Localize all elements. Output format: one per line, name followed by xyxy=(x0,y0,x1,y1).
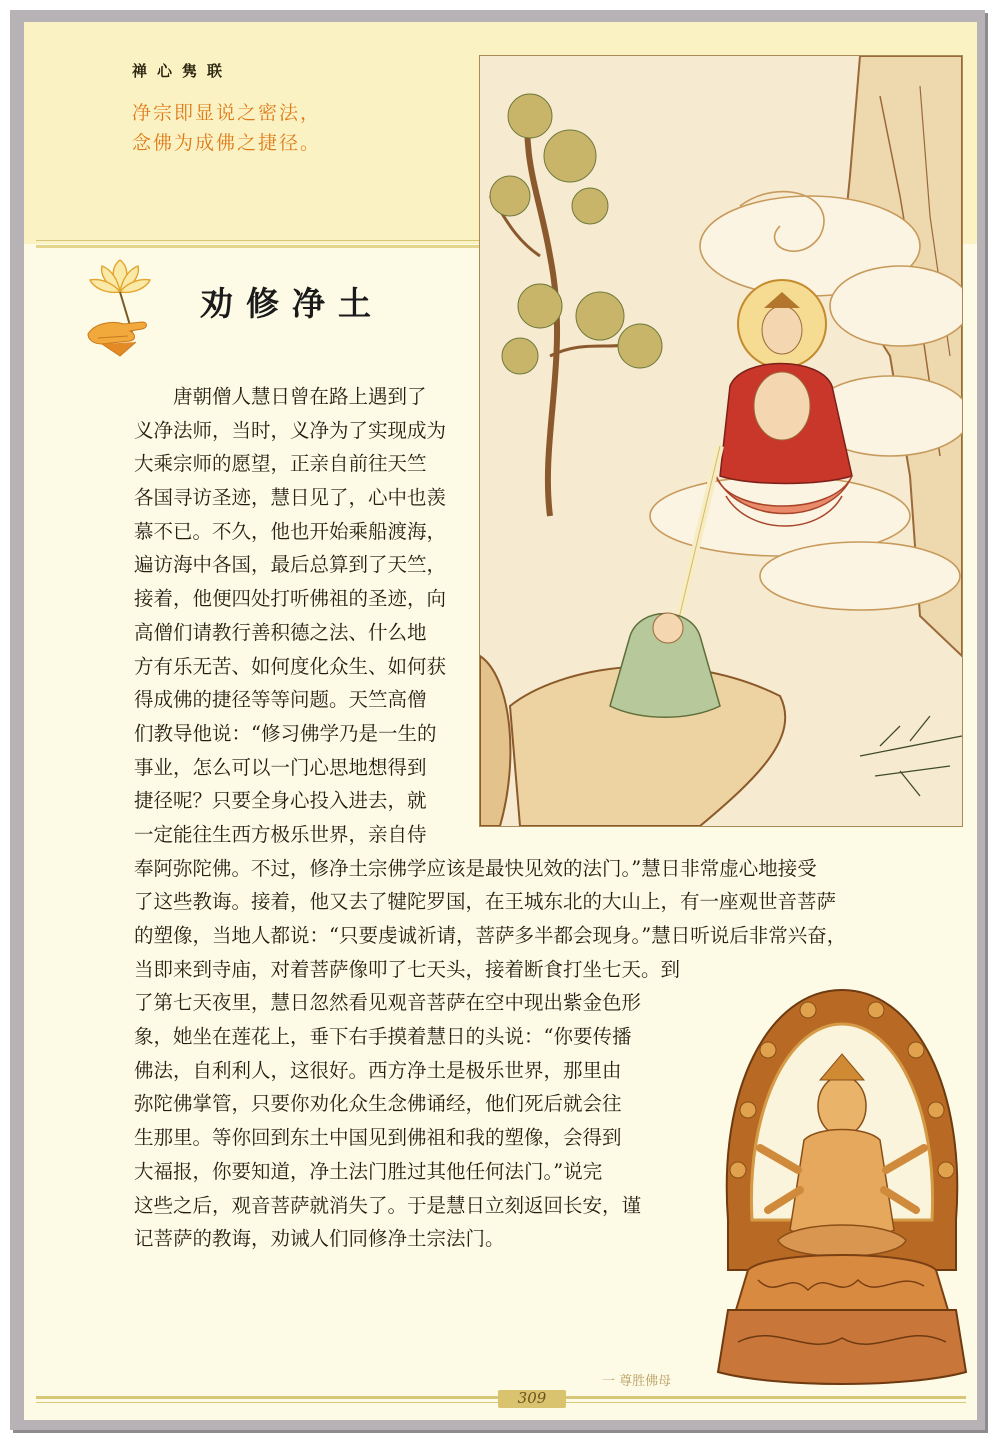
body-line: 生那里。等你回到东土中国见到佛祖和我的塑像，会得到 xyxy=(134,1126,622,1150)
body-line: 方有乐无苦、如何度化众生、如何获 xyxy=(134,654,447,678)
body-line: 大福报，你要知道，净土法门胜过其他任何法门。”说完 xyxy=(134,1159,603,1183)
body-line: 象，她坐在莲花上，垂下右手摸着慧日的头说：“你要传播 xyxy=(134,1025,632,1049)
book-page xyxy=(24,22,977,1420)
section-title: 劝修净土 xyxy=(200,284,384,323)
body-line: 接着，他便四处打听佛祖的圣迹，向 xyxy=(134,587,447,611)
statue-caption: 一 尊胜佛母 xyxy=(602,1374,672,1389)
body-line: 高僧们请教行善积德之法、什么地 xyxy=(134,620,427,644)
body-line: 们教导他说：“修习佛学乃是一生的 xyxy=(134,721,437,745)
ushnishavijaya-statue xyxy=(708,970,976,1392)
body-line: 佛法，自利利人，这很好。西方净土是极乐世界，那里由 xyxy=(134,1058,622,1082)
body-line: 遍访海中各国，最后总算到了天竺， xyxy=(134,553,447,577)
body-line: 唐朝僧人慧日曾在路上遇到了 xyxy=(134,385,427,408)
body-line: 事业，怎么可以一门心思地想得到 xyxy=(134,755,427,779)
body-line: 得成佛的捷径等等问题。天竺高僧 xyxy=(134,688,427,712)
body-line: 各国寻访圣迹，慧日见了，心中也羡 xyxy=(134,486,447,510)
body-line: 弥陀佛掌管，只要你劝化众生念佛诵经，他们死后就会往 xyxy=(134,1092,622,1116)
header-rule xyxy=(36,240,480,241)
body-line: 了第七天夜里，慧日忽然看见观音菩萨在空中现出紫金色形 xyxy=(134,991,642,1015)
hand-lotus-icon xyxy=(80,258,160,358)
page-number: 309 xyxy=(517,1389,547,1407)
body-line: 奉阿弥陀佛。不过，修净土宗佛学应该是最快见效的法门。”慧日非常虚心地接受 xyxy=(134,856,817,880)
couplet-line-2: 念佛为成佛之捷径。 xyxy=(132,132,322,154)
body-line: 慕不已。不久，他也开始乘船渡海， xyxy=(134,519,447,543)
body-line: 了这些教诲。接着，他又去了犍陀罗国，在王城东北的大山上，有一座观世音菩萨 xyxy=(134,890,837,914)
body-line: 一定能往生西方极乐世界，亲自侍 xyxy=(134,822,427,846)
body-line: 这些之后，观音菩萨就消失了。于是慧日立刻返回长安，谨 xyxy=(134,1193,642,1217)
body-line: 记菩萨的教诲，劝诫人们同修净土宗法门。 xyxy=(134,1227,505,1251)
couplet-line-1: 净宗即显说之密法， xyxy=(132,102,322,124)
body-line: 大乘宗师的愿望，正亲自前往天竺 xyxy=(134,452,427,476)
body-line: 的塑像，当地人都说：“只要虔诚祈请，菩萨多半都会现身。”慧日听说后非常兴奋， xyxy=(134,924,847,947)
header-rule-thick xyxy=(36,245,480,248)
series-kicker: 禅心隽联 xyxy=(132,62,233,80)
body-line: 义净法师，当时，义净为了实现成为 xyxy=(134,418,447,442)
couplet-subtitle xyxy=(132,98,472,158)
body-line: 捷径呢？只要全身心投入进去，就 xyxy=(134,789,427,813)
body-line: 当即来到寺庙，对着菩萨像叩了七天头，接着断食打坐七天。到 xyxy=(134,957,681,981)
